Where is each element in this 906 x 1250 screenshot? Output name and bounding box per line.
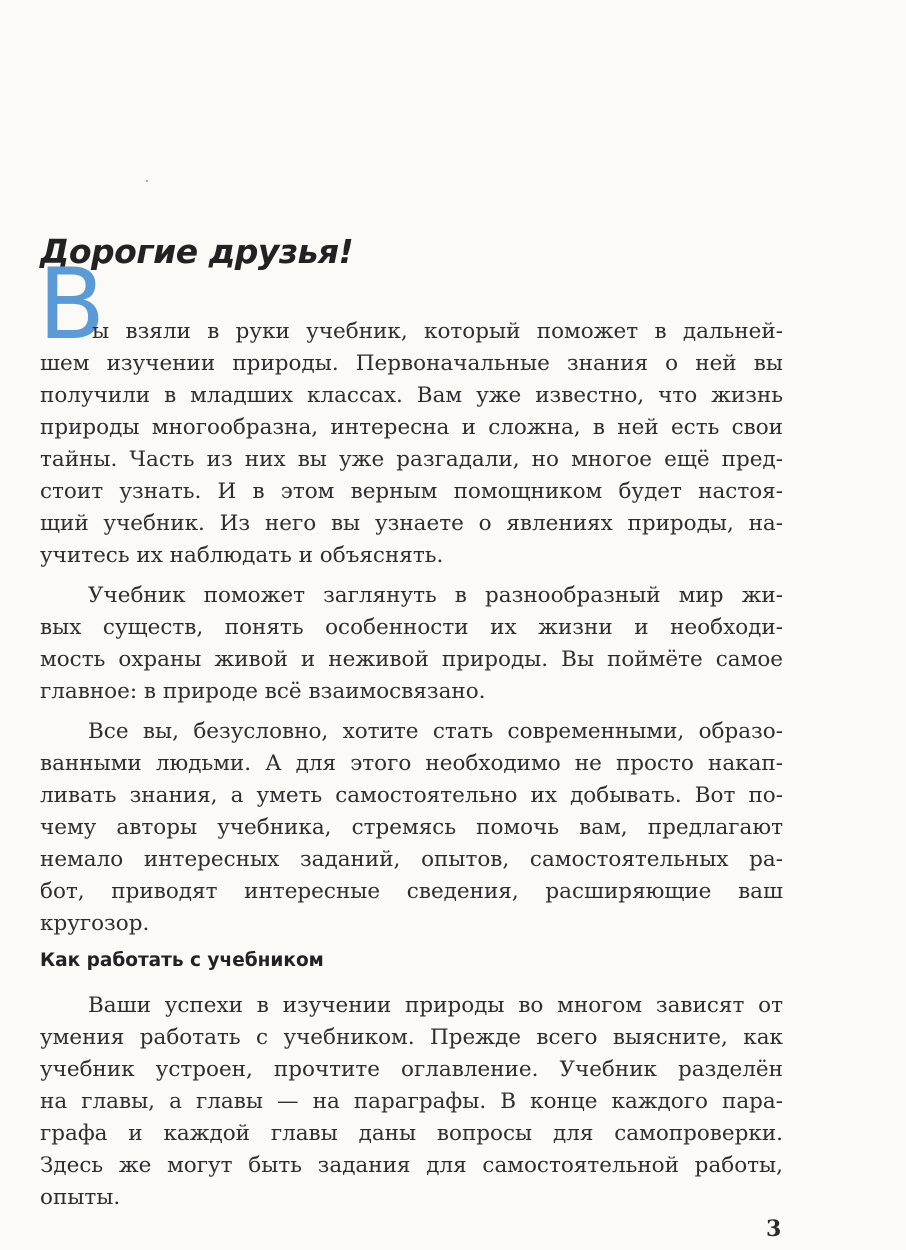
- section-heading: Как работать с учебником: [40, 950, 324, 971]
- paragraph-line: вых существ, понять особенности их жизни и необходи-: [40, 615, 783, 640]
- paragraph-line: ы взяли в руки учебник, который поможет в дальней-: [92, 319, 783, 344]
- paragraph-line: учитесь их наблюдать и объяснять.: [40, 543, 444, 568]
- page-number: 3: [766, 1216, 782, 1242]
- paragraph-line: учебник устроен, прочтите оглавление. Учебник разделён: [40, 1057, 783, 1082]
- paragraph-line: природы многообразна, интересна и сложна, в ней есть свои: [40, 415, 783, 440]
- paragraph-line: графа и каждой главы даны вопросы для самопроверки.: [40, 1121, 783, 1146]
- paragraph-line: Учебник поможет заглянуть в разнообразный мир жи-: [88, 583, 783, 608]
- paragraph-line: немало интересных заданий, опытов, самостоятельных ра-: [40, 847, 783, 872]
- paragraph-line: ливать знания, а уметь самостоятельно их добывать. Вот по-: [40, 783, 783, 808]
- paragraph-line: бот, приводят интересные сведения, расширяющие ваш: [40, 879, 783, 904]
- drop-cap: В: [38, 248, 106, 362]
- paragraph-line: чему авторы учебника, стремясь помочь вам, предлагают: [40, 815, 783, 840]
- paragraph-line: шем изучении природы. Первоначальные знания о ней вы: [40, 351, 783, 376]
- paragraph-line: Все вы, безусловно, хотите стать современными, образо-: [88, 719, 783, 744]
- paragraph-line: на главы, а главы — на параграфы. В конце каждого пара-: [40, 1089, 783, 1114]
- paragraph-line: тайны. Часть из них вы уже разгадали, но многое ещё пред-: [40, 447, 783, 472]
- paragraph-line: получили в младших классах. Вам уже известно, что жизнь: [40, 383, 783, 408]
- paragraph-line: щий учебник. Из него вы узнаете о явлениях природы, на-: [40, 511, 783, 536]
- scan-speck: [146, 180, 148, 182]
- paragraph-line: стоит узнать. И в этом верным помощником будет настоя-: [40, 479, 783, 504]
- paragraph-line: умения работать с учебником. Прежде всего выясните, как: [40, 1025, 783, 1050]
- paragraph-line: Здесь же могут быть задания для самостоятельной работы,: [40, 1153, 783, 1178]
- paragraph-line: мость охраны живой и неживой природы. Вы поймёте самое: [40, 647, 783, 672]
- page-title: Дорогие друзья!: [40, 232, 354, 271]
- paragraph-line: опыты.: [40, 1185, 121, 1210]
- paragraph-line: Ваши успехи в изучении природы во многом зависят от: [88, 993, 783, 1018]
- paragraph-line: ванными людьми. А для этого необходимо не просто накап-: [40, 751, 783, 776]
- paragraph-line: кругозор.: [40, 911, 150, 936]
- paragraph-line: главное: в природе всё взаимосвязано.: [40, 679, 486, 704]
